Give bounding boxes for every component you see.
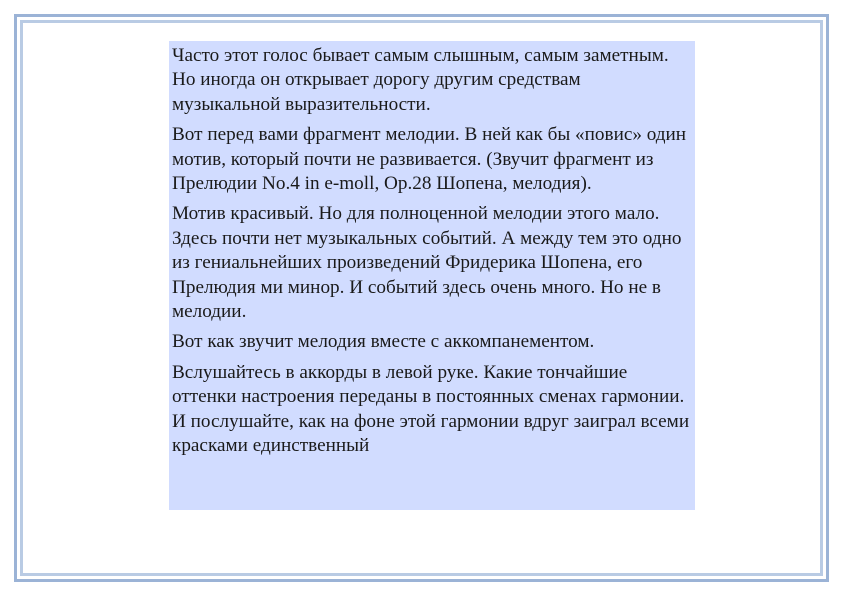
paragraph-1: Часто этот голос бывает самым слышным, самым заметным. Но иногда он открывает дорогу другим средствам музыкальной выразительности. [172,45,669,115]
text-box [169,41,695,510]
paragraph-5: Вслушайтесь в аккорды в левой руке. Какие тончайшие оттенки настроения переданы в постоянных сменах гармонии. И послушайте, как на фоне этой гармонии вдруг заиграл всеми красками единственный [172,361,690,457]
paragraph-2: Вот перед вами фрагмент мелодии. В ней как бы «повис» один мотив, который почти не развивается. (Звучит фрагмент из Прелюдии No.4 in e-moll, Op.28 Шопена, мелодия). [172,124,687,195]
paragraph-3: Мотив красивый. Но для полноценной мелодии этого мало. Здесь почти нет музыкальных событий. А между тем это одно из гениальнейших произведений Фридерика Шопена, его Прелюдия ми минор. И событий здесь очень много. Но не в мелодии. [172,203,682,323]
paragraph-4: Вот как звучит мелодия вместе с аккомпанементом. [172,331,595,353]
